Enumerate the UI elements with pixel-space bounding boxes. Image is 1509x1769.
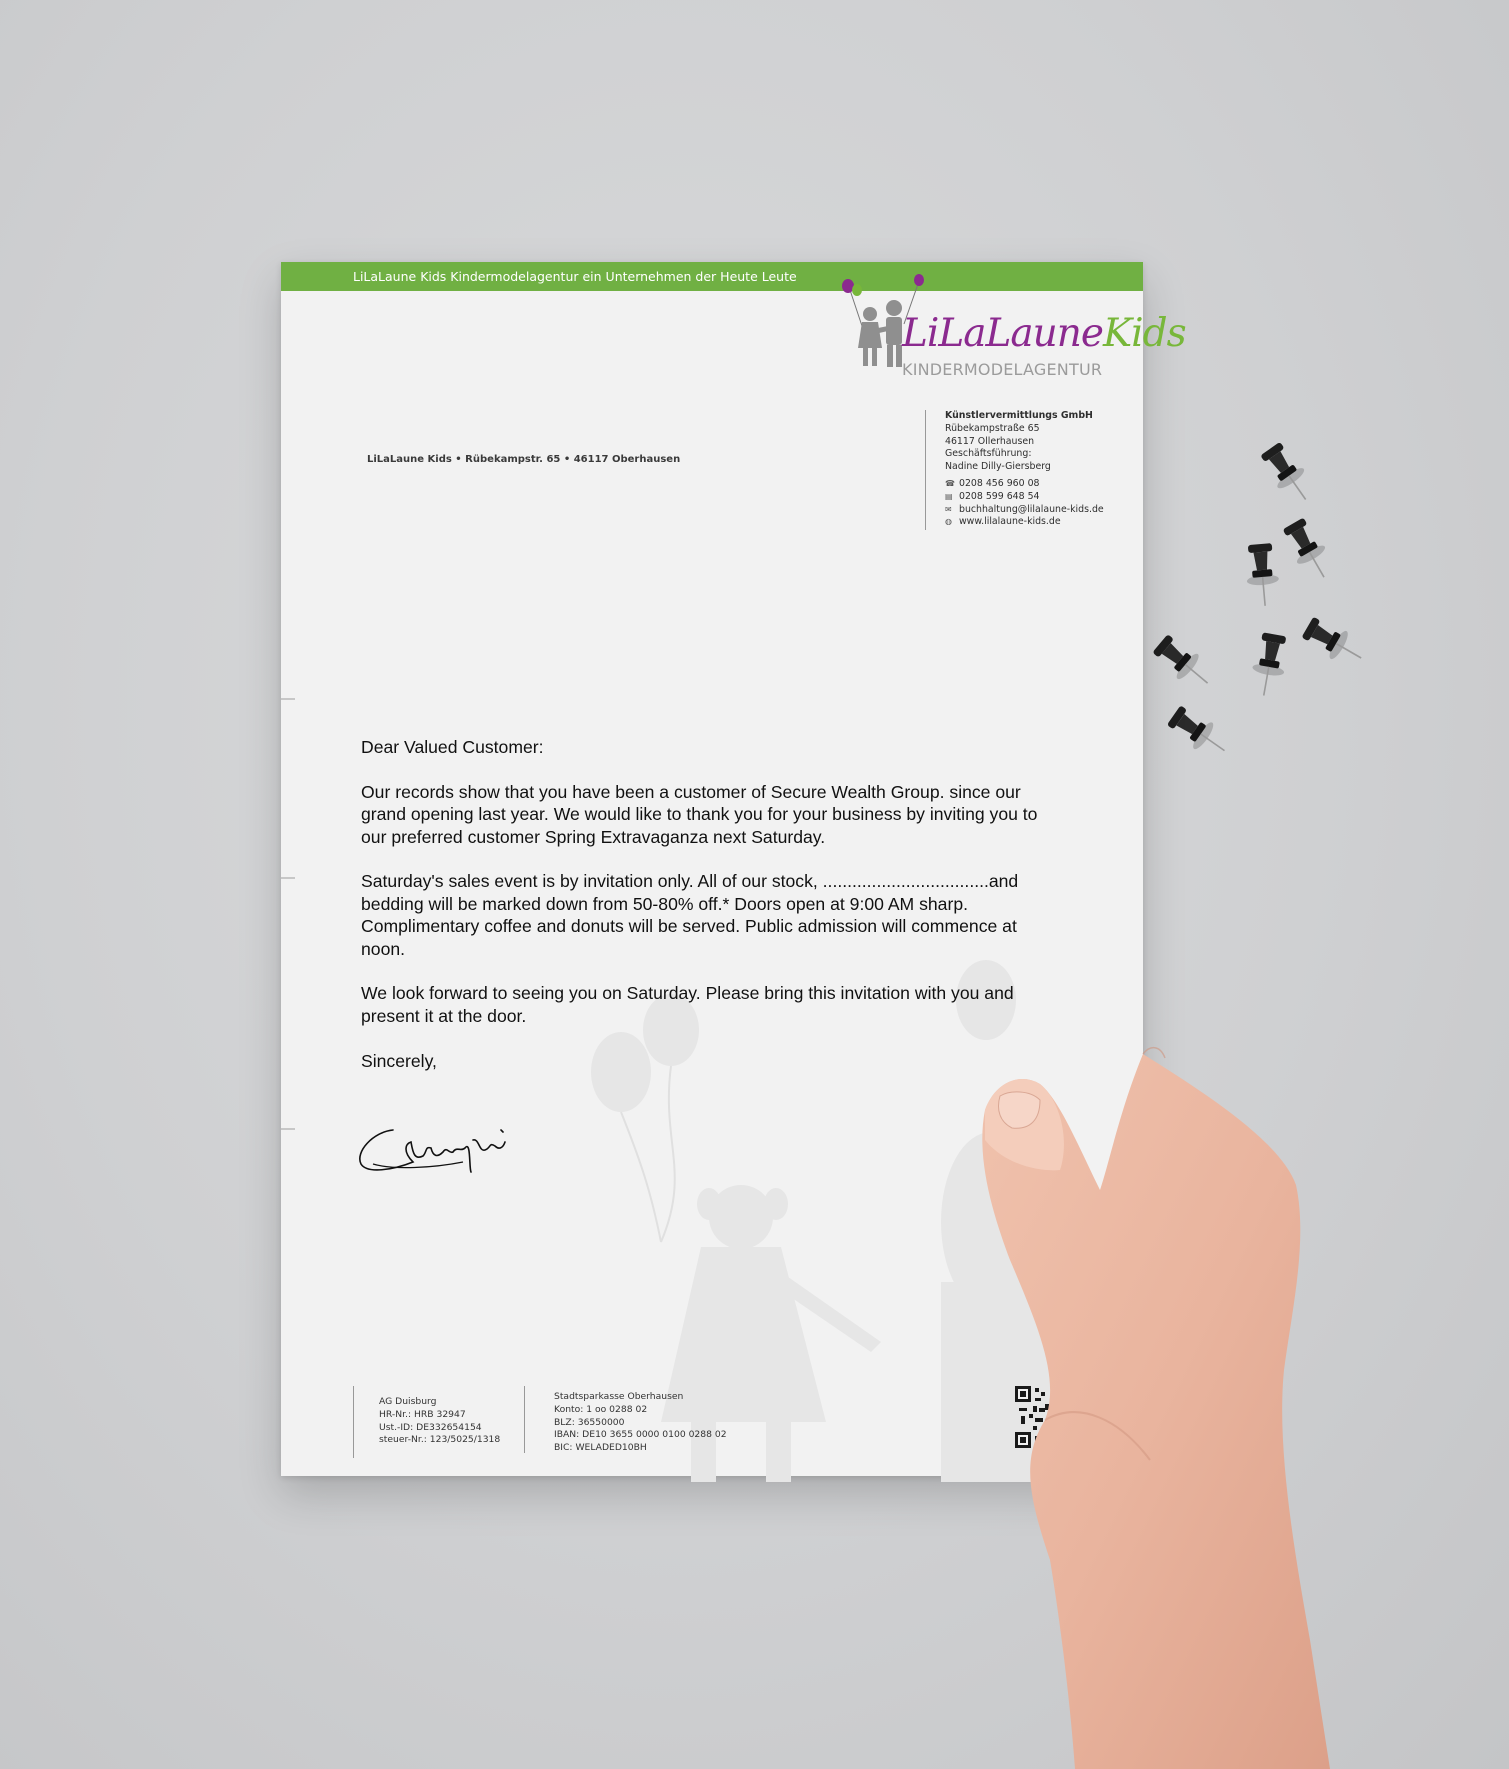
logo-subtitle: KINDERMODELAGENTUR xyxy=(902,360,1103,379)
paragraph: Our records show that you have been a customer of Secure Wealth Group. since our grand opening last year. We would like to thank you for your business by inviting you to our preferred customer Spring Extravaganza next Saturday. xyxy=(361,781,1038,847)
fax-icon: ▤ xyxy=(945,491,953,501)
paragraph: Saturday's sales event is by invitation only. All of our stock, ..................................and bedding will be marked down from 50-80% off.* Doors open at 9:00 AM sharp. Complimentary coffee and donuts will be served. Public admission will commence at noon. xyxy=(361,871,1019,959)
sender-address-line: LiLaLaune Kids • Rübekampstr. 65 • 46117 Oberhausen xyxy=(367,454,681,465)
header-banner-text: LiLaLaune Kids Kindermodelagentur ein Unternehmen der Heute Leute xyxy=(353,269,797,284)
street: Rübekampstraße 65 xyxy=(945,422,1040,434)
fold-mark xyxy=(281,698,295,700)
mail-icon: ✉ xyxy=(945,504,952,514)
company-name: Künstlervermittlungs GmbH xyxy=(945,410,1093,421)
letter-body xyxy=(361,736,1061,1094)
letterhead-sheet xyxy=(281,262,1186,1476)
management-label: Geschäftsführung: xyxy=(945,448,1032,460)
paragraph: We look forward to seeing you on Saturday. Please bring this invitation with you and present it at the door. xyxy=(361,983,1014,1026)
globe-icon: ◍ xyxy=(945,517,952,527)
management-name: Nadine Dilly-Giersberg xyxy=(945,461,1051,473)
phone-icon: ☎ xyxy=(945,478,955,488)
handwritten-signature xyxy=(353,1112,523,1192)
logo-wordmark: LiLaLauneKids xyxy=(902,311,1186,356)
email-row: ✉ buchhaltung@lilalaune-kids.de xyxy=(945,503,1104,515)
fax-row: ▤ 0208 599 648 54 xyxy=(945,490,1040,502)
contact-block xyxy=(925,410,1104,530)
closing: Sincerely, xyxy=(361,1050,437,1071)
footer-registration: AG Duisburg HR-Nr.: HRB 32947 Ust.-ID: DE332654154 steuer-Nr.: 123/5025/1318 xyxy=(353,1386,500,1458)
fold-mark xyxy=(281,877,295,879)
footer-bank-details: Stadtsparkasse Oberhausen Konto: 1 oo 0288 02 BLZ: 36550000 IBAN: DE10 3655 0000 0100 0288 02 BIC: WELADED10BH xyxy=(524,1386,727,1453)
qr-code-icon xyxy=(1015,1386,1075,1452)
fold-mark xyxy=(281,1128,295,1130)
salutation: Dear Valued Customer: xyxy=(361,737,544,757)
phone-row: ☎ 0208 456 960 08 xyxy=(945,477,1040,489)
city: 46117 Ollerhausen xyxy=(945,435,1035,447)
company-logo xyxy=(832,276,1186,379)
web-row: ◍ www.lilalaune-kids.de xyxy=(945,516,1061,528)
